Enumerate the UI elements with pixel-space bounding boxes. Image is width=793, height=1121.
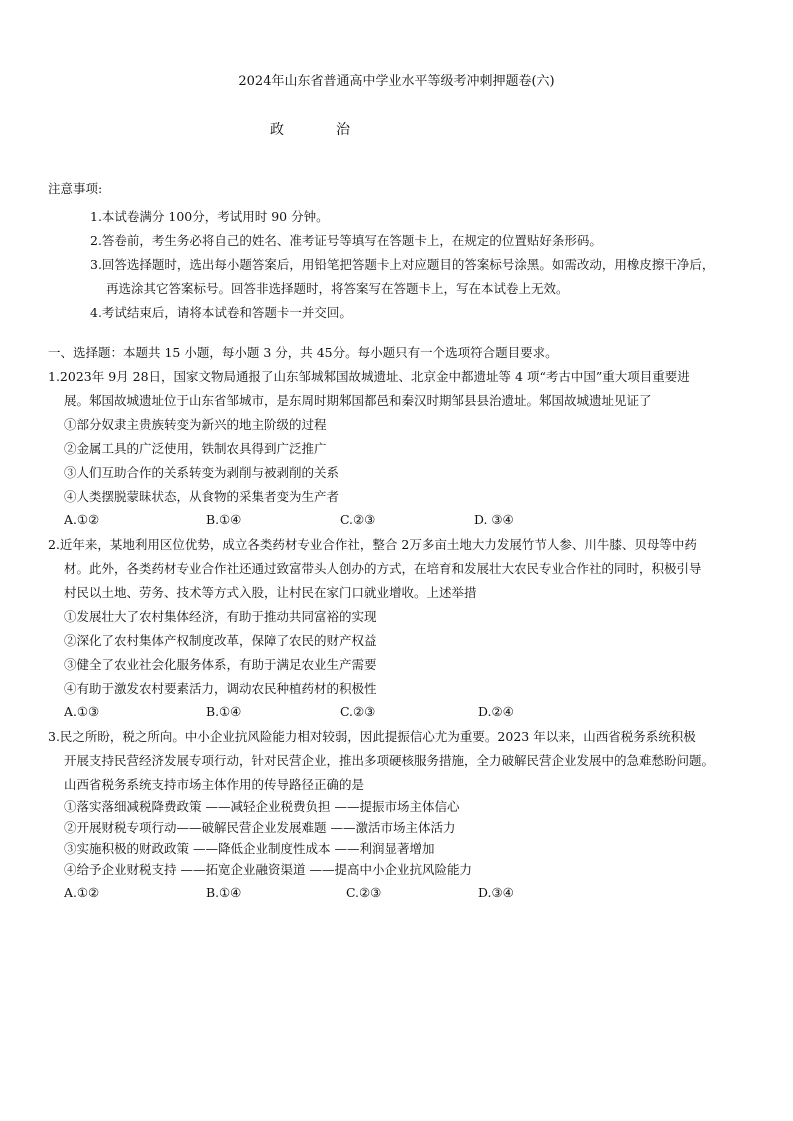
question-2-stem-continued: 材。此外，各类药材专业合作社还通过致富带头人创办的方式，在培育和发展壮大农民专业合作社的同时，积极引导 [64,561,702,576]
note-item: 4.考试结束后，请将本试卷和答题卡一并交回。 [90,305,352,320]
question-1-stem: 1.2023年 9月 28日，国家文物局通报了山东邹城邾国故城遗址、北京金中都遗址等 4 项“考古中国”重大项目重要进 [48,369,690,384]
choice-a[interactable]: A.①② [64,512,100,527]
choice-b[interactable]: B.①④ [206,704,242,719]
notes-heading: 注意事项: [48,181,103,196]
choice-d[interactable]: D.②④ [478,704,514,719]
subject-char-1: 政 [270,122,284,138]
question-1-statement: ③人们互助合作的关系转变为剥削与被剥削的关系 [64,465,340,480]
question-3-statement: ①落实落细减税降费政策 ——减轻企业税费负担 ——提振市场主体信心 [64,799,460,814]
note-item-continued: 再选涂其它答案标号。回答非选择题时，将答案写在答题卡上，写在本试卷上无效。 [106,281,569,296]
subject-heading [270,122,350,139]
exam-title: 2024年山东省普通高中学业水平等级考冲刺押题卷(六) [238,74,555,89]
question-3-statement: ③实施积极的财政政策 ——降低企业制度性成本 ——利润显著增加 [64,841,435,856]
note-item: 2.答卷前，考生务必将自己的姓名、准考证号等填写在答题卡上，在规定的位置贴好条形码。 [90,233,602,248]
choice-c[interactable]: C.②③ [346,885,382,900]
section-heading: 一、选择题：本题共 15 小题，每小题 3 分，共 45分。每小题只有一个选项符合题目要求。 [48,345,558,360]
choice-a[interactable]: A.①② [64,885,100,900]
choice-c[interactable]: C.②③ [340,512,376,527]
note-item: 1.本试卷满分 100分，考试用时 90 分钟。 [90,209,329,224]
question-3-stem-continued: 山西省税务系统支持市场主体作用的传导路径正确的是 [64,777,365,792]
question-3-stem-continued: 开展支持民营经济发展专项行动，针对民营企业，推出多项硬核服务措施，全力破解民营企业发展中的急难愁盼问题。 [64,753,715,768]
choice-a[interactable]: A.①③ [64,704,100,719]
question-2-stem-continued: 村民以土地、劳务、技术等方式入股，让村民在家门口就业增收。上述举措 [64,585,477,600]
question-1-stem-continued: 展。邾国故城遗址位于山东省邹城市，是东周时期邾国都邑和秦汉时期邹县县治遗址。邾国故城遗址见证了 [64,393,652,408]
question-1-statement: ②金属工具的广泛使用，铁制农具得到广泛推广 [64,441,327,456]
question-3-statement: ④给予企业财税支持 ——拓宽企业融资渠道 ——提高中小企业抗风险能力 [64,862,472,877]
question-1-statement: ④人类摆脱蒙昧状态，从食物的采集者变为生产者 [64,489,340,504]
question-3-statement: ②开展财税专项行动——破解民营企业发展难题 ——激活市场主体活力 [64,820,456,835]
question-3-stem: 3.民之所盼，税之所向。中小企业抗风险能力相对较弱，因此提振信心尤为重要。2023 年以来，山西省税务系统积极 [48,729,696,744]
subject-char-2: 治 [336,122,350,138]
choice-c[interactable]: C.②③ [340,704,376,719]
question-2-statement: ④有助于激发农村要素活力，调动农民种植药材的积极性 [64,681,377,696]
choice-d[interactable]: D. ③④ [474,512,514,527]
choice-b[interactable]: B.①④ [206,885,242,900]
note-item: 3.回答选择题时，选出每小题答案后，用铅笔把答题卡上对应题目的答案标号涂黑。如需改动，用橡皮擦干净后， [90,257,715,272]
question-2-stem: 2.近年来，某地利用区位优势，成立各类药材专业合作社，整合 2万多亩土地大力发展竹节人参、川牛膝、贝母等中药 [48,537,697,552]
choice-d[interactable]: D.③④ [478,885,514,900]
question-2-statement: ①发展壮大了农村集体经济，有助于推动共同富裕的实现 [64,609,377,624]
question-2-statement: ③健全了农业社会化服务体系，有助于满足农业生产需要 [64,657,377,672]
question-2-statement: ②深化了农村集体产权制度改革，保障了农民的财产权益 [64,633,377,648]
choice-b[interactable]: B.①④ [206,512,242,527]
question-1-statement: ①部分奴隶主贵族转变为新兴的地主阶级的过程 [64,417,327,432]
